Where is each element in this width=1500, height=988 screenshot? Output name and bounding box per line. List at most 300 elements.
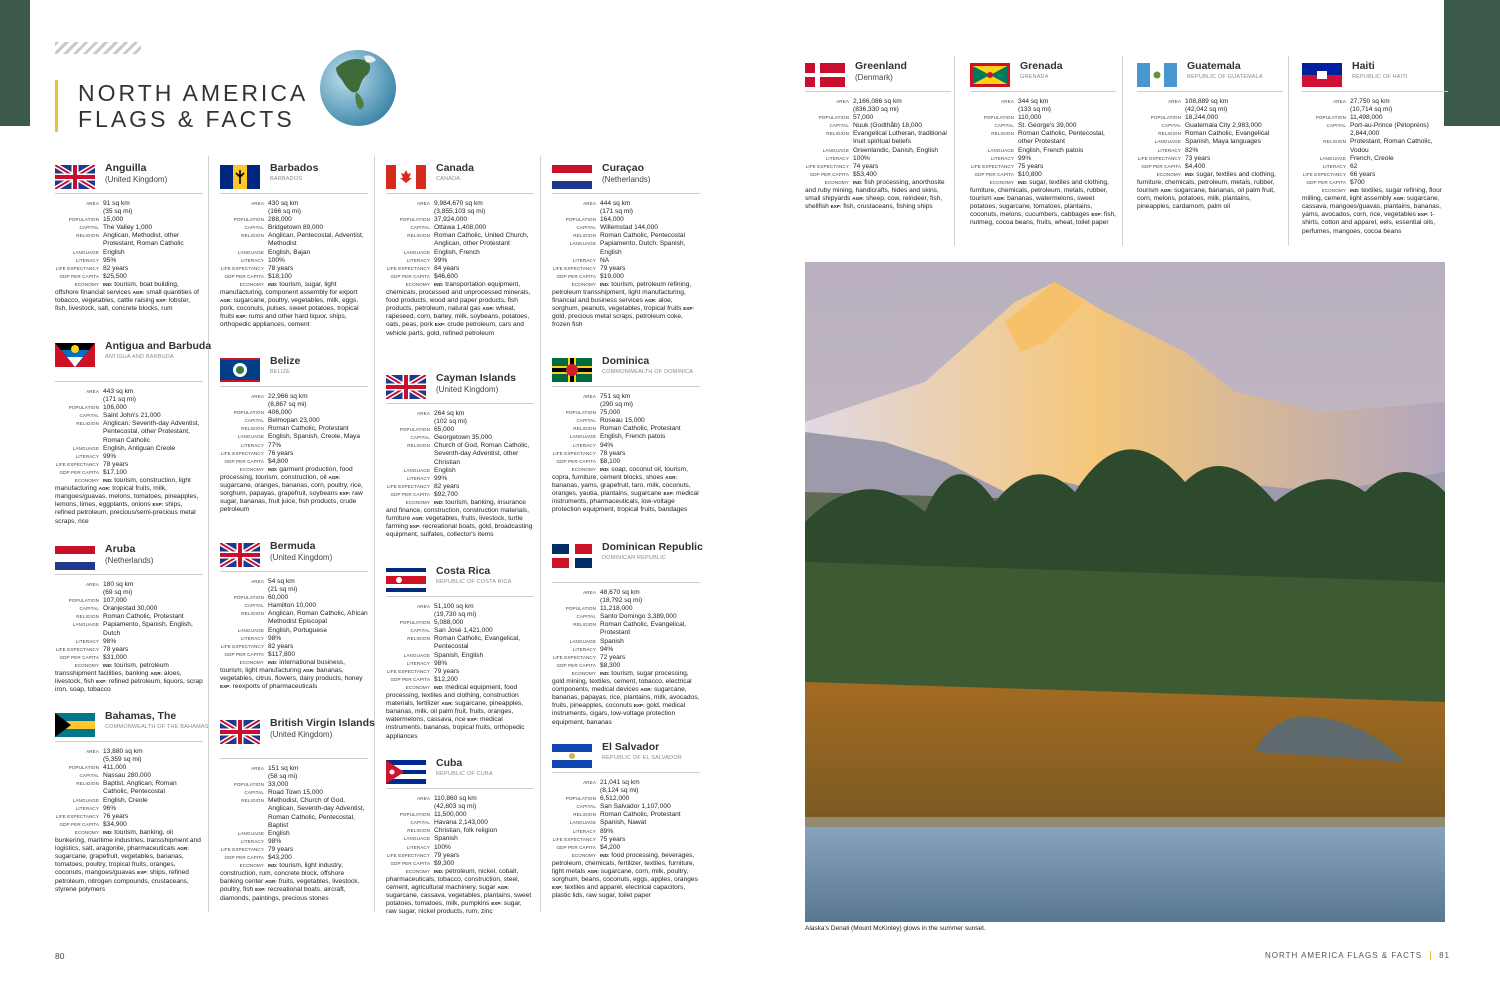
fact-label: CAPITAL	[410, 820, 430, 826]
fact-label: LITERACY	[572, 257, 596, 263]
fact-label: ECONOMY	[74, 478, 99, 484]
fact-label: RELIGION	[1158, 131, 1181, 137]
agr-label: AGR:	[412, 516, 424, 522]
fact-row-capital	[220, 417, 368, 425]
fact-value: San Salvador 1,107,000	[600, 803, 671, 811]
page-number-left: 80	[55, 951, 65, 961]
fact-value: 100%	[853, 154, 870, 162]
fact-value: 21,041 sq km (8,124 sq mi)	[600, 779, 640, 795]
fact-label: RELIGION	[573, 426, 596, 432]
fact-value: 37,924,000	[434, 216, 468, 224]
fact-value: 411,000	[103, 764, 127, 772]
fact-row-gdp	[1137, 163, 1283, 171]
fact-value: 5,088,000	[434, 619, 464, 627]
fact-row-area	[386, 603, 534, 619]
ind-label: IND:	[103, 281, 113, 287]
agr-label: AGR:	[482, 306, 495, 312]
fact-value: Roman Catholic, Pentecostal, other Protestant	[1018, 130, 1105, 146]
running-footer	[1265, 951, 1450, 960]
fact-value: 100%	[268, 256, 285, 264]
exp-label: EXP:	[434, 322, 446, 328]
exp-label: EXP:	[1417, 212, 1429, 218]
country-subtitle: (United Kingdom)	[436, 385, 499, 394]
fact-row-capital	[55, 605, 203, 613]
fact-row-religion	[55, 613, 203, 621]
fact-row-economy	[552, 281, 700, 330]
fact-label: ECONOMY	[405, 281, 430, 287]
fact-row-population	[386, 426, 534, 434]
country-subtitle: COMMONWEALTH OF THE BAHAMAS	[105, 724, 209, 730]
country-subtitle: BELIZE	[270, 369, 291, 375]
fact-value: 430 sq km (166 sq mi)	[268, 200, 301, 216]
fact-row-capital	[552, 417, 700, 425]
fact-row-population	[220, 409, 368, 417]
country-name: Belize	[270, 355, 301, 367]
fact-row-gdp	[55, 469, 203, 477]
fact-value: 91 sq km (35 sq mi)	[103, 200, 133, 216]
fact-row-population	[552, 605, 700, 613]
exp-label: EXP:	[552, 885, 563, 891]
fact-label: LIFE EXPECTANCY	[386, 265, 430, 271]
fact-value: 108,889 sq km (42,042 sq mi)	[1185, 98, 1229, 114]
fact-row-religion	[386, 442, 534, 466]
fact-row-area	[552, 779, 700, 795]
fact-value: Greenlandic, Danish, English	[853, 146, 939, 154]
country-subtitle: ANTIGUA AND BARBUDA	[105, 354, 174, 360]
fact-row-language	[55, 445, 203, 453]
fact-row-population	[386, 619, 534, 627]
exp-label: EXP:	[467, 717, 479, 723]
fact-row-population	[55, 404, 203, 412]
fact-row-religion	[55, 232, 203, 248]
fact-row-area	[220, 578, 368, 594]
fact-label: POPULATION	[565, 606, 596, 612]
agr-label: AGR:	[1160, 188, 1173, 194]
fact-value: 84 years	[434, 264, 460, 272]
agriculture-value: sugarcane, cassava, mangoes/guavas, plantains, bananas, yams, avocados, corn, rice, vegetables	[1302, 195, 1441, 219]
fact-row-gdp	[220, 273, 368, 281]
fact-row-capital	[1137, 122, 1283, 130]
country-name: Anguilla	[105, 162, 147, 174]
entry-divider	[552, 386, 700, 387]
fact-label: POPULATION	[565, 796, 596, 802]
fact-row-gdp	[220, 854, 368, 862]
agriculture-value: sugarcane, cassava, vegetables, plantains, sweet potatoes, tomatoes, milk, pumpkins	[386, 892, 532, 908]
fact-value: Methodist, Church of God, Anglican, Seventh-day Adventist, Roman Catholic, Pentecostal, Baptist	[268, 797, 365, 829]
fact-value: Anglican, Methodist, other Protestant, Roman Catholic	[103, 232, 184, 248]
fact-row-life	[220, 265, 368, 273]
entry-divider	[1302, 91, 1448, 92]
fact-row-gdp	[55, 654, 203, 662]
agriculture-value: sugarcane, poultry, vegetables, milk, eggs, pork, coconuts, pulses, sweet potatoes, tropical fruits	[220, 297, 359, 321]
fact-label: CAPITAL	[576, 418, 596, 424]
fact-label: LITERACY	[1322, 163, 1346, 169]
fact-row-economy	[386, 499, 534, 539]
country-name: Cuba	[436, 757, 463, 769]
fact-value: Church of God, Roman Catholic, Seventh-day Adventist, other Christian	[434, 442, 530, 466]
fact-row-language	[552, 240, 700, 256]
fact-label: RELIGION	[241, 426, 264, 432]
agr-label: AGR:	[302, 668, 315, 674]
fact-value: English, French	[434, 248, 480, 256]
exports-value: gold, medical instruments, cigars, low-voltage protection equipment, bananas	[552, 702, 686, 726]
ind-label: IND:	[434, 281, 444, 287]
fact-value: Hamilton 10,000	[268, 602, 317, 610]
fact-label: GDP PER CAPITA	[390, 273, 430, 279]
exports-value: medical instruments, bananas, tropical fruits, orthopedic appliances	[386, 716, 525, 740]
fact-label: LANGUAGE	[72, 622, 99, 628]
anguilla-flag-icon	[55, 165, 95, 189]
fact-value: 99%	[103, 452, 117, 460]
country-subtitle: (Netherlands)	[602, 175, 651, 184]
fact-value: $4,200	[600, 843, 621, 851]
exp-label: EXP:	[137, 870, 148, 876]
fact-label: CAPITAL	[79, 606, 99, 612]
fact-value: Papiamento, Dutch, Spanish, English	[600, 240, 686, 256]
exports-value: recreational boats, aircraft, diamonds, paintings, precious stones	[220, 886, 346, 902]
fact-label: POPULATION	[399, 812, 430, 818]
fact-value: 11,218,000	[600, 605, 633, 613]
fact-value: $92,700	[434, 490, 458, 498]
photo-caption: Alaska's Denali (Mount McKinley) glows in the summer sunset.	[805, 925, 986, 932]
fact-label: POPULATION	[818, 115, 849, 121]
fact-value: English, Creole	[103, 796, 148, 804]
fact-label: POPULATION	[233, 217, 264, 223]
fact-value: Roman Catholic, Protestant	[600, 811, 681, 819]
exports-value: refined petroleum, liquors, scrap iron, soap, tobacco	[55, 678, 203, 694]
entry-divider	[552, 772, 700, 773]
page-number-right: 81	[1439, 951, 1451, 960]
fact-value: 66 years	[1350, 170, 1376, 178]
fact-value: 406,000	[268, 409, 292, 417]
fact-label: RELIGION	[76, 614, 99, 620]
fact-value: San José 1,421,000	[434, 627, 493, 635]
fact-label: RELIGION	[573, 622, 596, 628]
fact-label: POPULATION	[68, 405, 99, 411]
ind-label: IND:	[434, 684, 444, 690]
agr-label: AGR:	[665, 474, 678, 480]
agriculture-value: small quantities of tobacco, vegetables, cattle raising	[55, 289, 199, 305]
agr-label: AGR:	[1393, 196, 1406, 202]
fact-value: $43,200	[268, 854, 292, 862]
fact-value: 100%	[434, 843, 451, 851]
fact-value: $19,000	[600, 272, 624, 280]
entry-divider	[55, 741, 203, 742]
fact-value: Saint John's 21,000	[103, 412, 161, 420]
entry-divider	[386, 193, 534, 194]
fact-label: GDP PER CAPITA	[224, 273, 264, 279]
fact-label: ECONOMY	[1321, 188, 1346, 194]
fact-label: RELIGION	[407, 828, 430, 834]
fact-label: POPULATION	[233, 782, 264, 788]
fact-row-population	[552, 795, 700, 803]
fact-label: RELIGION	[407, 636, 430, 642]
fact-row-area	[386, 410, 534, 426]
fact-row-capital	[552, 224, 700, 232]
country-name: Bermuda	[270, 540, 316, 552]
fact-row-economy	[552, 670, 700, 727]
fact-value: Guatemala City 2,983,000	[1185, 122, 1262, 130]
fact-label: LANGUAGE	[1154, 139, 1181, 145]
entry-divider	[220, 193, 368, 194]
fact-label: ECONOMY	[74, 662, 99, 668]
fact-value: English	[434, 466, 456, 474]
fact-value: Santo Domingo 3,389,000	[600, 613, 677, 621]
exp-label: EXP:	[633, 703, 645, 709]
agriculture-value: wheat, rapeseed, corn, barley, milk, soybeans, potatoes, oats, peas, pork	[386, 305, 530, 329]
fact-row-capital	[552, 803, 700, 811]
fact-value: Protestant, Roman Catholic, Vodou	[1350, 138, 1433, 154]
fact-value: 51,100 sq km (19,730 sq mi)	[434, 603, 477, 619]
fact-label: ECONOMY	[571, 852, 596, 858]
fact-value: Roman Catholic, Evangelical, Protestant	[600, 621, 687, 637]
country-name: Curaçao	[602, 162, 645, 174]
agriculture-value: fruits, vegetables, livestock, poultry, fish	[220, 878, 360, 894]
fact-row-area	[220, 765, 368, 781]
fact-value: 77%	[268, 441, 282, 449]
exp-label: EXP:	[156, 298, 167, 304]
fact-label: GDP PER CAPITA	[59, 821, 99, 827]
exports-value: sugar, raw sugar, nickel products, rum, zinc	[386, 900, 522, 916]
fact-row-language	[220, 627, 368, 635]
fact-row-language	[220, 433, 368, 441]
fact-label: CAPITAL	[410, 628, 430, 634]
fact-value: 110,860 sq km (42,803 sq mi)	[434, 795, 477, 811]
industry-value: medical equipment, food processing, textiles and clothing, construction materials, fertilizer	[386, 683, 519, 708]
country-subtitle: REPUBLIC OF CUBA	[436, 771, 493, 777]
column-divider	[208, 156, 209, 912]
fact-label: ECONOMY	[239, 863, 264, 869]
exports-value: fish, nutmeg, cocoa beans, fruits, wheat, toilet paper	[970, 211, 1116, 227]
fact-label: GDP PER CAPITA	[974, 171, 1014, 177]
page-title	[55, 80, 318, 132]
agr-label: AGR:	[132, 290, 145, 296]
fact-label: GDP PER CAPITA	[59, 654, 99, 660]
exp-label: EXP:	[409, 524, 421, 530]
ind-label: IND:	[434, 500, 444, 506]
fact-label: LANGUAGE	[403, 249, 430, 255]
fact-value: 344 sq km (133 sq mi)	[1018, 98, 1051, 114]
fact-label: AREA	[86, 749, 99, 754]
left-accent-band	[0, 0, 30, 126]
fact-value: $34,900	[103, 820, 127, 828]
fact-label: ECONOMY	[239, 659, 264, 665]
fact-label: CAPITAL	[244, 225, 264, 231]
fact-label: CAPITAL	[79, 225, 99, 231]
fact-row-language	[805, 147, 951, 155]
fact-label: RELIGION	[407, 443, 430, 449]
fact-label: CAPITAL	[1161, 123, 1181, 129]
fact-value: $117,800	[268, 650, 296, 658]
ind-label: IND:	[600, 466, 610, 472]
fact-row-literacy	[220, 838, 368, 846]
fact-value: 94%	[600, 645, 614, 653]
fact-row-life	[220, 846, 368, 854]
fact-label: LANGUAGE	[987, 147, 1014, 153]
entry-divider	[220, 571, 368, 572]
aruba-flag-icon	[55, 546, 95, 570]
fact-label: LANGUAGE	[237, 434, 264, 440]
fact-row-language	[552, 433, 700, 441]
fact-row-literacy	[386, 844, 534, 852]
industry-value: fish processing, anorthosite and ruby mining, handicrafts, hides and skins, small shipyards	[805, 178, 945, 203]
agr-label: AGR:	[587, 869, 599, 875]
fact-row-capital	[55, 224, 203, 232]
fact-row-economy	[55, 477, 203, 526]
fact-value: Christian, folk religion	[434, 827, 498, 835]
fact-row-area	[552, 200, 700, 216]
fact-value: English, French patois	[1018, 146, 1084, 154]
fact-label: POPULATION	[565, 217, 596, 223]
exp-label: EXP:	[96, 679, 107, 685]
agriculture-value: tropical fruits, milk, mangoes/guavas, melons, tomatoes, pineapples, lemons, limes, eggplants, onions	[55, 485, 199, 509]
fact-row-language	[220, 249, 368, 257]
fact-label: CAPITAL	[244, 418, 264, 424]
country-name: Aruba	[105, 543, 136, 555]
fact-label: LITERACY	[240, 257, 264, 263]
cuba-flag-icon	[386, 760, 426, 784]
country-entry-bvi	[220, 717, 375, 903]
fact-row-literacy	[552, 828, 700, 836]
fact-label: LANGUAGE	[569, 820, 596, 826]
fact-label: LANGUAGE	[1319, 155, 1346, 161]
fact-row-literacy	[55, 257, 203, 265]
fact-label: LITERACY	[75, 805, 99, 811]
fact-row-literacy	[1302, 163, 1448, 171]
fact-value: Roman Catholic, Protestant	[268, 425, 349, 433]
fact-label: RELIGION	[573, 233, 596, 239]
country-entry-cuba	[386, 757, 534, 916]
fact-row-literacy	[386, 257, 534, 265]
fact-value: 78 years	[103, 645, 129, 653]
fact-label: GDP PER CAPITA	[556, 844, 596, 850]
exp-label: EXP:	[1091, 212, 1103, 218]
fact-row-life	[552, 450, 700, 458]
fact-label: POPULATION	[399, 620, 430, 626]
grenada-flag-icon	[970, 63, 1010, 87]
fact-value: 65,000	[434, 426, 455, 434]
fact-row-area	[552, 393, 700, 409]
fact-row-gdp	[805, 171, 951, 179]
canada-flag-icon	[386, 165, 426, 189]
fact-value: 18,244,000	[1185, 114, 1219, 122]
fact-label: GDP PER CAPITA	[224, 651, 264, 657]
fact-row-literacy	[220, 257, 368, 265]
fact-value: 180 sq km (69 sq mi)	[103, 581, 134, 597]
fact-value: 94%	[600, 441, 614, 449]
fact-label: LIFE EXPECTANCY	[552, 654, 596, 660]
agriculture-value: sugarcane, bananas, papayas, rice, plantains, milk, avocados, fruits, pineapples, coconuts	[552, 686, 700, 710]
country-subtitle: (United Kingdom)	[270, 553, 333, 562]
ind-label: IND:	[103, 478, 113, 484]
fact-label: GDP PER CAPITA	[556, 458, 596, 464]
fact-label: AREA	[583, 590, 596, 595]
fact-row-economy	[220, 659, 368, 691]
entry-divider	[552, 193, 700, 194]
fact-row-life	[220, 643, 368, 651]
fact-label: CAPITAL	[576, 614, 596, 620]
country-subtitle: REPUBLIC OF HAITI	[1352, 74, 1408, 80]
fact-row-population	[552, 216, 700, 224]
fact-value: 11,498,000	[1350, 114, 1383, 122]
fact-value: $8,300	[600, 661, 621, 669]
industry-value: transportation equipment, chemicals, processed and unprocessed minerals, food products, wood and paper products, fish products, petroleum, natural gas	[386, 280, 531, 313]
fact-value: 76 years	[268, 449, 294, 457]
fact-row-religion	[552, 621, 700, 637]
industry-value: tourism, construction, light manufacturing	[55, 477, 191, 493]
fact-value: Roman Catholic, Evangelical, Pentecostal	[434, 635, 521, 651]
fact-value: Nuuk (Godthåb) 18,000	[853, 122, 922, 130]
fact-value: 33,000	[268, 781, 289, 789]
fact-row-life	[970, 163, 1116, 171]
fact-row-population	[386, 811, 534, 819]
fact-label: RELIGION	[241, 798, 264, 804]
fact-label: RELIGION	[76, 233, 99, 239]
ind-label: IND:	[268, 281, 278, 287]
fact-row-gdp	[220, 458, 368, 466]
fact-value: English, Antiguan Creole	[103, 444, 176, 452]
fact-row-capital	[220, 789, 368, 797]
fact-row-language	[55, 797, 203, 805]
exp-label: EXP:	[663, 491, 675, 497]
industry-value: tourism, light industry, construction, rum, concrete block, offshore banking center	[220, 862, 345, 886]
fact-row-area	[55, 388, 203, 404]
fact-value: 89%	[600, 827, 614, 835]
fact-label: GDP PER CAPITA	[390, 676, 430, 682]
fact-row-economy	[386, 684, 534, 741]
exports-value: lobster, fish, livestock, salt, concrete blocks, rum	[55, 297, 191, 313]
fact-value: Papiamento, Spanish, English, Dutch	[103, 621, 193, 637]
country-name: Dominica	[602, 355, 650, 367]
agr-label: AGR:	[993, 196, 1006, 202]
ind-label: IND:	[268, 659, 278, 665]
fact-row-capital	[386, 819, 534, 827]
fact-label: ECONOMY	[405, 684, 430, 690]
fact-value: $8,100	[600, 457, 621, 465]
fact-label: LANGUAGE	[403, 836, 430, 842]
agr-label: AGR:	[220, 298, 232, 304]
fact-value: 13,880 sq km (5,359 sq mi)	[103, 748, 143, 764]
agr-label: AGR:	[177, 846, 189, 852]
country-subtitle: (United Kingdom)	[270, 730, 333, 739]
fact-label: GDP PER CAPITA	[224, 855, 264, 861]
agriculture-value: bananas, watermelons, sweet potatoes, sugarcane, tomatoes, plantains, coconuts, melons, cucumbers, cabbages	[970, 195, 1095, 219]
fact-value: $46,600	[434, 272, 458, 280]
fact-value: English	[103, 248, 125, 256]
entry-divider	[386, 403, 534, 404]
fact-label: RELIGION	[826, 131, 849, 137]
fact-value: 79 years	[434, 667, 460, 675]
fact-value: 22,966 sq km (8,867 sq mi)	[268, 393, 308, 409]
fact-value: Bridgetown 89,000	[268, 224, 323, 232]
fact-row-economy	[55, 662, 203, 694]
fact-value: $9,300	[434, 859, 455, 867]
fact-label: LIFE EXPECTANCY	[805, 163, 849, 169]
fact-label: LITERACY	[240, 442, 264, 448]
fact-row-life	[1302, 171, 1448, 179]
agr-label: AGR:	[852, 196, 865, 202]
fact-label: ECONOMY	[571, 670, 596, 676]
fact-value: 72 years	[600, 653, 626, 661]
fact-row-area	[55, 748, 203, 764]
fact-label: LIFE EXPECTANCY	[386, 483, 430, 489]
fact-value: 82 years	[268, 642, 294, 650]
fact-row-life	[220, 450, 368, 458]
agriculture-value: bananas, yams, grapefruit, taro, milk, coconuts, oranges, yautia, plantains, sugarcane	[552, 482, 691, 498]
fact-label: GDP PER CAPITA	[1306, 179, 1346, 185]
ind-label: IND:	[853, 179, 863, 185]
entry-divider	[970, 91, 1116, 92]
